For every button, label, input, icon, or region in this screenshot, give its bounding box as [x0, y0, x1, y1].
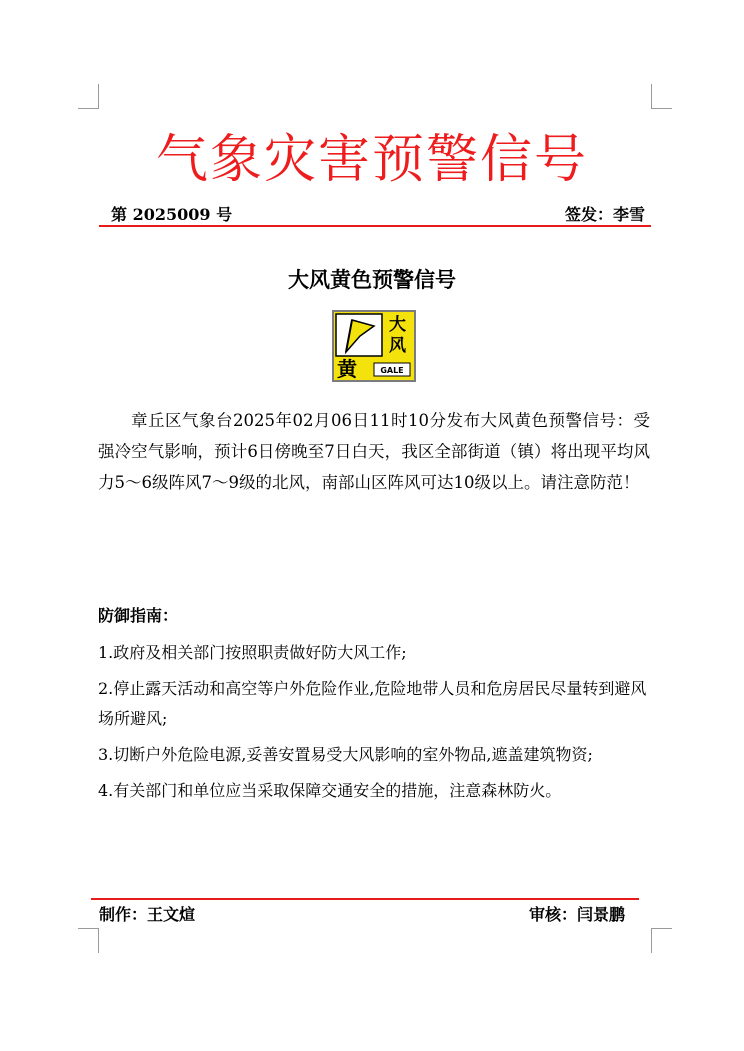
header-divider: [99, 225, 651, 227]
document-producer: 制作：王文煊: [99, 905, 196, 924]
signal-char-da: 大: [389, 315, 406, 335]
guide-item-1: 1.政府及相关部门按照职责做好防大风工作;: [98, 643, 407, 662]
document-footer-row: [99, 904, 629, 926]
guide-item-4: 4.有关部门和单位应当采取保障交通安全的措施，注意森林防火。: [98, 781, 562, 800]
page-corner-mark-top-left: [78, 84, 99, 109]
page-corner-mark-bottom-right: [651, 928, 672, 953]
document-title: 气象灾害预警信号: [155, 130, 588, 190]
page-corner-mark-top-right: [651, 84, 672, 109]
gale-yellow-warning-icon: [332, 310, 416, 382]
document-signer: 签发：李雪: [564, 205, 645, 224]
footer-divider: [91, 898, 639, 900]
document-header-row: [99, 204, 651, 226]
signal-char-huang: 黄: [337, 357, 357, 381]
page-corner-mark-bottom-left: [78, 928, 99, 953]
warning-title: 大风黄色预警信号: [288, 267, 456, 292]
document-number: 第 2025009 号: [111, 205, 233, 224]
document-reviewer: 审核：闫景鹏: [528, 905, 625, 924]
signal-label-gale: GALE: [380, 366, 404, 375]
guide-item-2: 2.停止露天活动和高空等户外危险作业,危险地带人员和危房居民尽量转到避风场所避风;: [98, 679, 647, 728]
signal-char-feng: 风: [389, 336, 406, 356]
warning-body: 章丘区气象台2025年02月06日11时10分发布大风黄色预警信号：受强冷空气影响，预计6日傍晚至7日白天，我区全部街道（镇）将出现平均风力5～6级阵风7～9级的北风，南部山区阵风可达10级以上。请注意防范！: [98, 411, 650, 492]
guide-heading: 防御指南：: [98, 606, 179, 625]
guide-item-3: 3.切断户外危险电源,妥善安置易受大风影响的室外物品,遮盖建筑物资;: [98, 745, 593, 764]
